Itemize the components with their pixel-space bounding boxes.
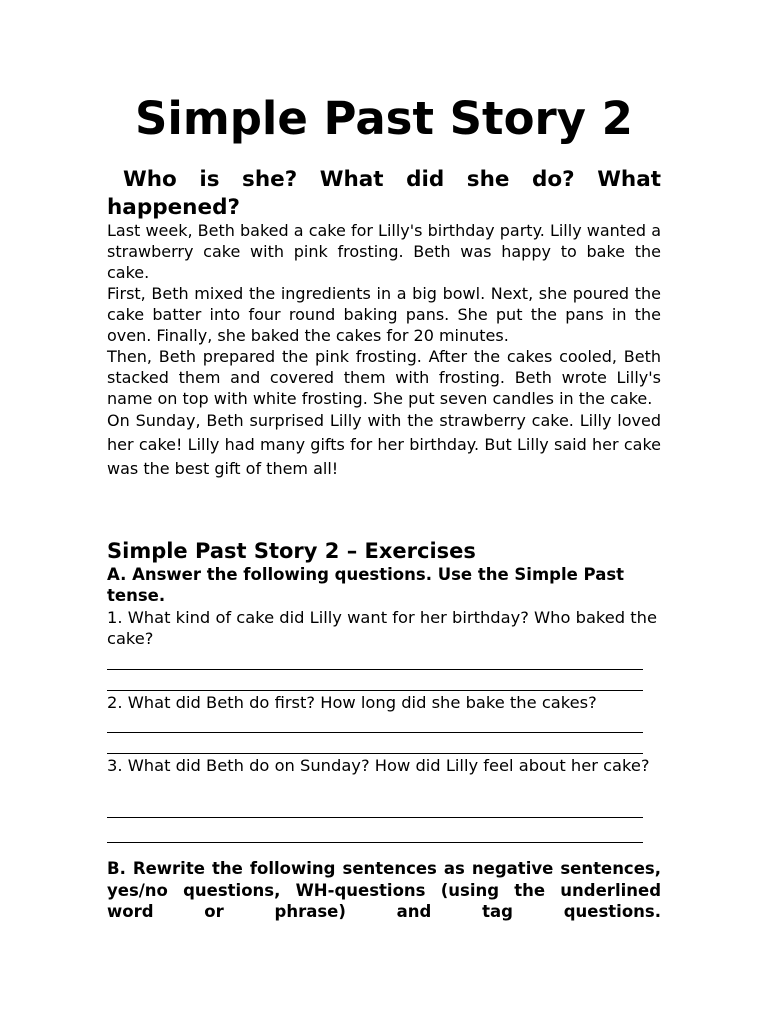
question-3: 3. What did Beth do on Sunday? How did Lilly feel about her cake? bbox=[107, 756, 650, 775]
story-paragraph-4: On Sunday, Beth surprised Lilly with the strawberry cake. Lilly loved her cake! Lilly had many gifts for her birthday. But Lilly said her cake was the best gift of them all! bbox=[107, 411, 661, 478]
story-paragraph-1: Last week, Beth baked a cake for Lilly's birthday party. Lilly wanted a strawberry cake with pink frosting. Beth was happy to bake the cake. bbox=[107, 221, 661, 282]
answer-line-2a bbox=[107, 732, 643, 733]
story-paragraph-3: Then, Beth prepared the pink frosting. After the cakes cooled, Beth stacked them and covered them with frosting. Beth wrote Lilly's name on top with white frosting. She put seven candles in the cake. bbox=[107, 347, 661, 408]
section-b-instruction: B. Rewrite the following sentences as negative sentences, yes/no questions, WH-questions (using the underlined word or phrase) and tag questions. bbox=[107, 859, 661, 921]
answer-line-1b bbox=[107, 690, 643, 691]
story-text bbox=[107, 220, 661, 481]
exercises-title: Simple Past Story 2 – Exercises bbox=[107, 539, 476, 563]
answer-line-3a bbox=[107, 817, 643, 818]
page-title: Simple Past Story 2 bbox=[135, 92, 633, 145]
answer-line-3b bbox=[107, 842, 643, 843]
question-1: 1. What kind of cake did Lilly want for her birthday? Who baked the cake? bbox=[107, 608, 658, 648]
answer-line-2b bbox=[107, 753, 643, 754]
story-paragraph-2: First, Beth mixed the ingredients in a big bowl. Next, she poured the cake batter into four round baking pans. She put the pans in the oven. Finally, she baked the cakes for 20 minutes. bbox=[107, 284, 661, 345]
story-subheading: Who is she? What did she do? What happened? bbox=[107, 167, 661, 220]
section-a-instruction: A. Answer the following questions. Use the Simple Past tense. bbox=[107, 565, 625, 605]
answer-line-1a bbox=[107, 669, 643, 670]
question-2: 2. What did Beth do first? How long did she bake the cakes? bbox=[107, 693, 597, 712]
